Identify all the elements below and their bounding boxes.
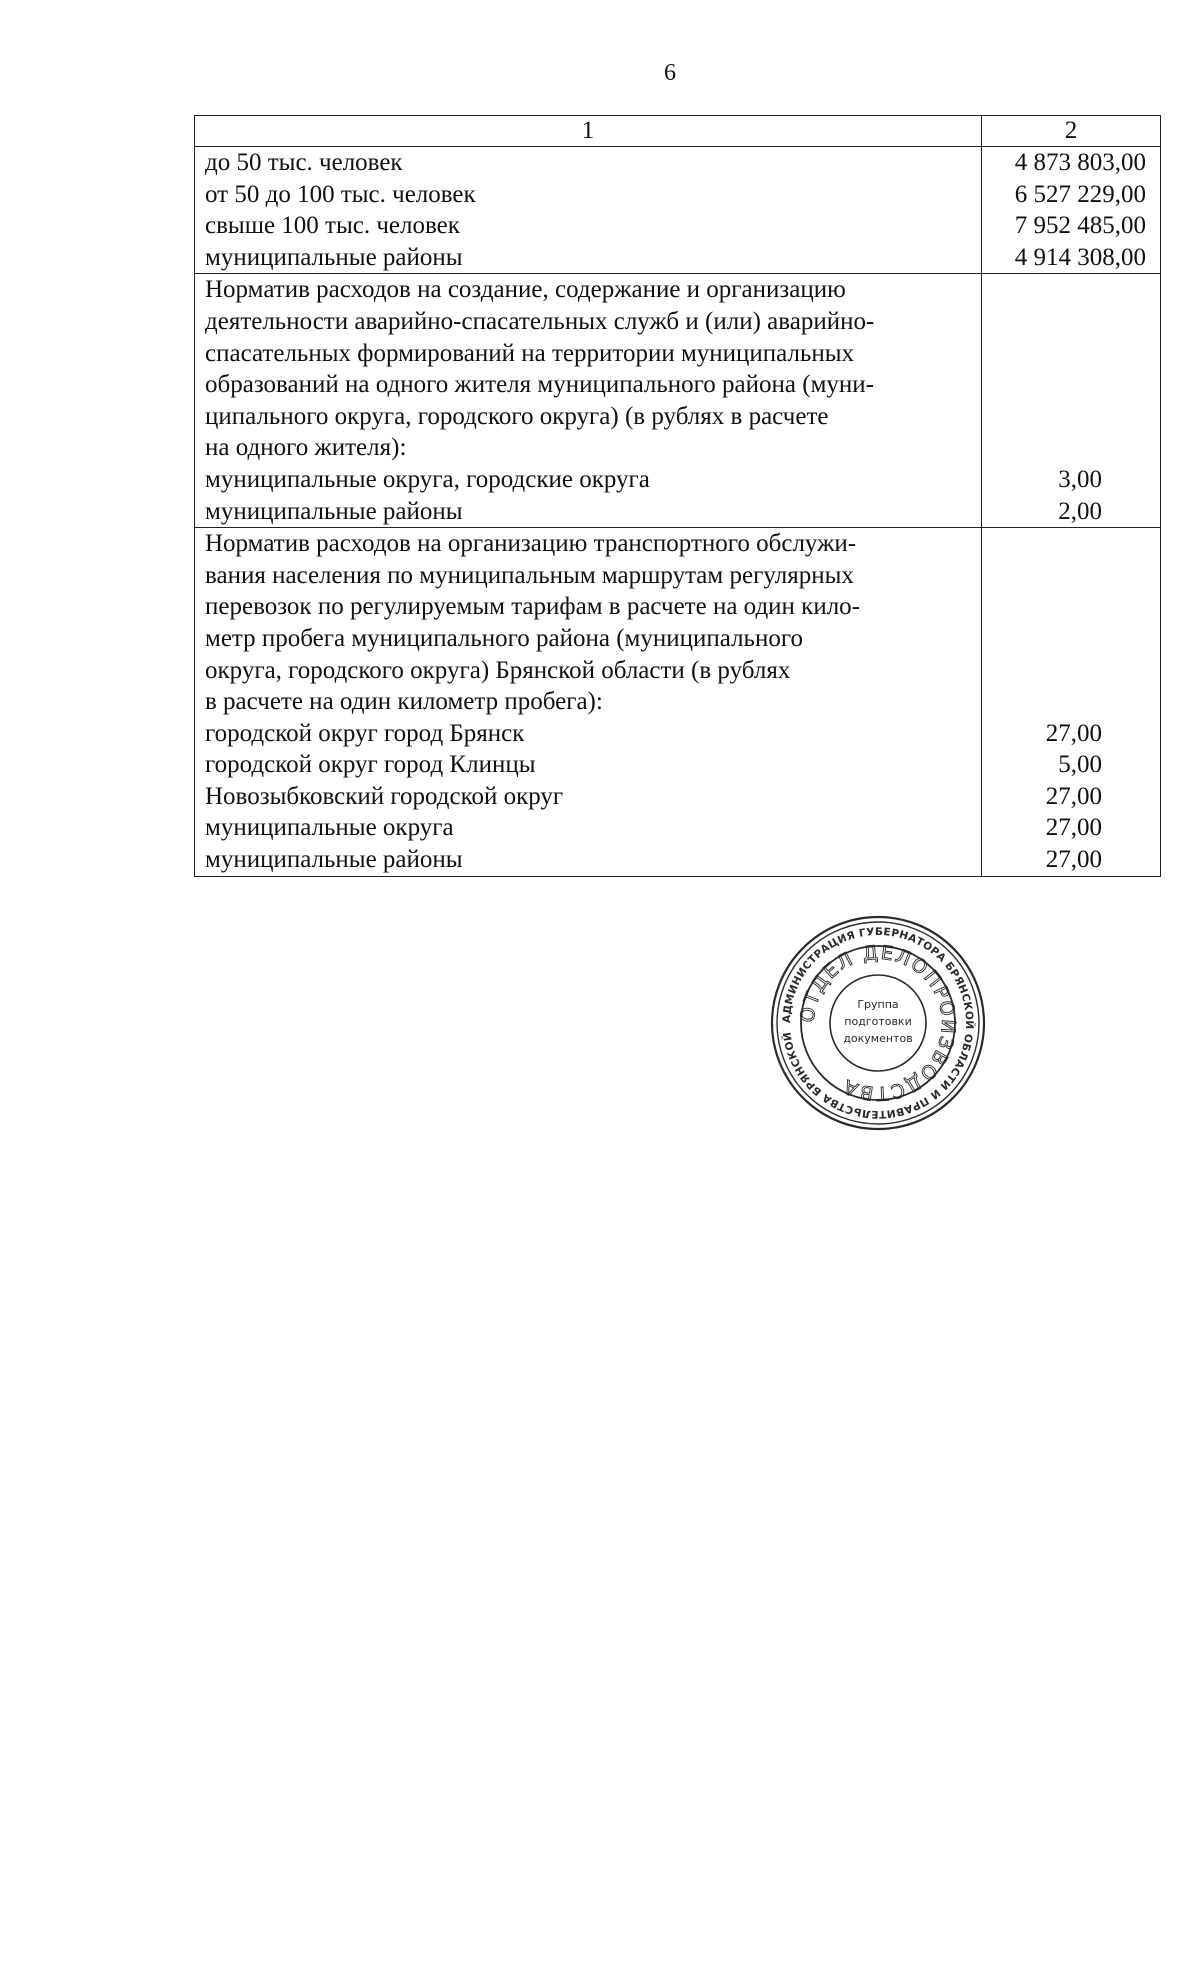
column-header-2: 2 (982, 116, 1161, 147)
section-2-values (982, 274, 1161, 528)
section-title-line: Норматив расходов на организацию транспортного обслужи- (205, 530, 857, 558)
section-title-line: спасательных формирований на территории муниципальных (205, 339, 855, 367)
row-label: до 50 тыс. человек (205, 149, 403, 176)
row-label: городской округ город Брянск (205, 719, 525, 747)
svg-text:АДМИНИСТРАЦИЯ ГУБЕРНАТОРА БРЯН: АДМИНИСТРАЦИЯ ГУБЕРНАТОРА БРЯНСКОЙ ОБЛАСТИ И ПРАВИТЕЛЬСТВА БРЯНСКОЙ (780, 925, 976, 1121)
row-value: 4 914 308,00 (1014, 243, 1146, 271)
row-value: 27,00 (1045, 719, 1102, 747)
row-value: 6 527 229,00 (1014, 180, 1146, 208)
row-label: муниципальные округа (205, 814, 454, 842)
normatives-table (194, 115, 1161, 877)
row-label: Новозыбковский городской округ (205, 782, 564, 810)
section-3-labels (195, 528, 982, 877)
row-label: муниципальные округа, городские округа (205, 465, 650, 493)
row-value: 4 873 803,00 (1014, 149, 1146, 176)
section-title-line: перевозок по регулируемым тарифам в расчете на один кило- (205, 593, 861, 621)
stamp-seal-icon (770, 915, 986, 1131)
row-value: 7 952 485,00 (1014, 212, 1146, 240)
table-header-row (195, 116, 1161, 147)
section-3-values (982, 528, 1161, 877)
section-title-line: Норматив расходов на создание, содержание и организацию (205, 276, 846, 304)
section-1-labels (195, 147, 982, 274)
svg-text:Группа: Группа (857, 998, 899, 1011)
table-row-section-2 (195, 274, 1161, 528)
section-title-line: метр пробега муниципального района (муниципального (205, 624, 803, 652)
row-value: 3,00 (1058, 465, 1102, 493)
section-title-line: вания населения по муниципальным маршрутам регулярных (205, 561, 854, 589)
table-row-section-1 (195, 147, 1161, 274)
row-label: муниципальные районы (205, 243, 463, 271)
row-value: 5,00 (1058, 751, 1102, 779)
row-value: 27,00 (1045, 814, 1102, 842)
section-title-line: в расчете на один километр пробега): (205, 688, 603, 716)
section-title-line: образований на одного жителя муниципального района (муни- (205, 371, 874, 399)
column-header-1: 1 (195, 116, 982, 147)
section-title-line: ципального округа, городского округа) (в рублях в расчете (205, 402, 829, 430)
row-value: 27,00 (1045, 846, 1102, 874)
svg-text:подготовки: подготовки (844, 1015, 912, 1028)
table-row-section-3 (195, 528, 1161, 877)
row-label: муниципальные районы (205, 497, 463, 525)
svg-text:ОТДЕЛ ДЕЛОПРОИЗВОДСТВА: ОТДЕЛ ДЕЛОПРОИЗВОДСТВА (796, 941, 960, 1105)
section-title-line: на одного жителя): (205, 434, 407, 462)
page-number: 6 (664, 60, 676, 86)
row-label: от 50 до 100 тыс. человек (205, 180, 476, 208)
svg-text:документов: документов (843, 1032, 913, 1045)
row-value: 27,00 (1045, 782, 1102, 810)
row-label: городской округ город Клинцы (205, 751, 536, 779)
section-title-line: деятельности аварийно-спасательных служб и (или) аварийно- (205, 307, 875, 335)
section-title-line: округа, городского округа) Брянской области (в рублях (205, 656, 791, 684)
row-value: 2,00 (1058, 497, 1102, 525)
section-2-labels (195, 274, 982, 528)
office-stamp (770, 915, 986, 1131)
section-1-values (982, 147, 1161, 274)
row-label: муниципальные районы (205, 846, 463, 874)
row-label: свыше 100 тыс. человек (205, 212, 460, 240)
